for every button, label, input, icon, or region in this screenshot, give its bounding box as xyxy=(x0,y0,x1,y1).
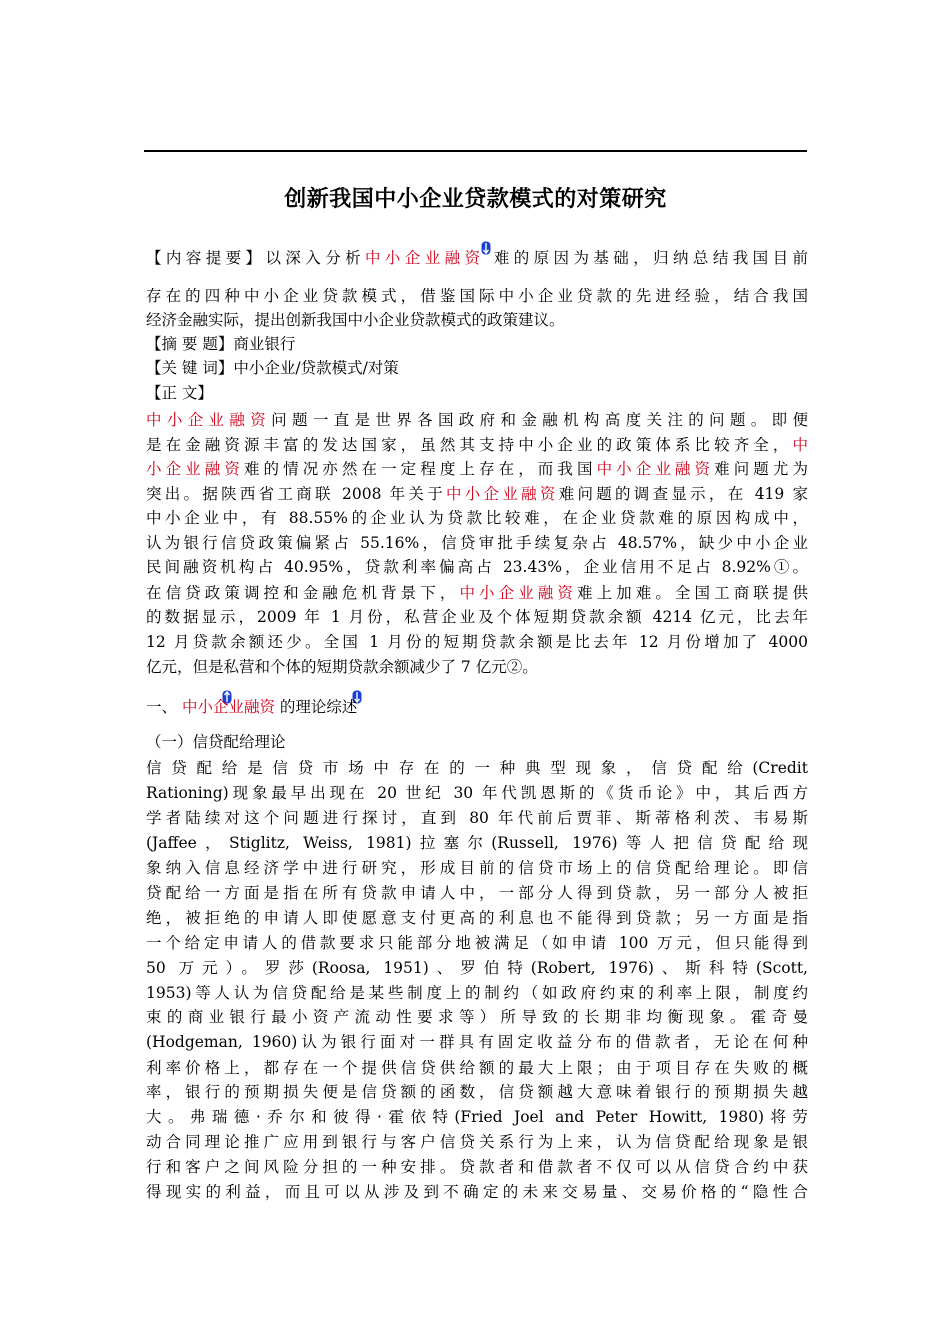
text-span: 1953)等人认为信贷配给是某些制度上的制约（如政府约束的利率上限，制度约 xyxy=(146,984,808,1002)
text-line xyxy=(146,882,808,904)
text-span: 【正 文】 xyxy=(146,384,213,402)
text-line xyxy=(146,1131,808,1153)
text-span: 【摘 要 题】商业银行 xyxy=(146,335,296,353)
keyword-link[interactable]: 中小企业融资 xyxy=(459,584,577,602)
text-line xyxy=(146,731,808,753)
text-span: 问题一直是世界各国政府和金融机构高度关注的问题。即便 xyxy=(271,411,808,429)
text-span: 难的原因为基础，归纳总结我国目前 xyxy=(484,249,808,267)
text-line xyxy=(146,333,808,355)
text-line xyxy=(146,932,808,954)
text-span: 信 贷 配 给 是 信 贷 市 场 中 存 在 的 一 种 典 型 现 象 ， 信 贷 配 给 (Credit xyxy=(146,759,808,777)
text-span: 12 月贷款余额还少。全国 1 月份的短期贷款余额是比去年 12 月份增加了 4000 xyxy=(146,633,808,651)
text-line xyxy=(146,409,808,431)
keyword-link[interactable]: 中小企业融资 xyxy=(365,249,485,267)
text-span: 大。弗瑞德·乔尔和彼得·霍依特(Fried Joel and Peter Howitt, 1980)将劳 xyxy=(146,1108,808,1126)
text-span: 得现实的利益，而且可以从涉及到不确定的未来交易量、交易价格的“隐性合 xyxy=(146,1183,808,1201)
text-span: 学者陆续对这个问题进行探讨，直到 80 年代前后贾菲、斯蒂格利茨、韦易斯 xyxy=(146,809,808,827)
keyword-link[interactable]: 中 xyxy=(792,436,808,454)
text-line xyxy=(146,1181,808,1203)
text-line xyxy=(146,857,808,879)
text-span: 50 万元）。罗莎(Roosa, 1951)、罗伯特(Robert, 1976)、斯科特(Scott, xyxy=(146,959,808,977)
text-line xyxy=(146,507,808,529)
text-span: 存在的四种中小企业贷款模式，借鉴国际中小企业贷款的先进经验，结合我国 xyxy=(146,287,808,305)
text-line xyxy=(146,907,808,929)
text-span: 难问题的调查显示，在 419 家 xyxy=(558,485,808,503)
text-line xyxy=(146,1031,808,1053)
text-span: (Jaffee，Stiglitz, Weiss, 1981)拉塞尔(Russell, 1976)等人把信贷配给现 xyxy=(146,834,808,852)
text-line xyxy=(146,357,808,379)
text-line xyxy=(146,532,808,554)
text-line xyxy=(146,1006,808,1028)
text-span: 在信贷政策调控和金融危机背景下， xyxy=(146,584,460,602)
text-line xyxy=(146,285,808,307)
text-line xyxy=(146,656,808,678)
text-line xyxy=(146,606,808,628)
text-span: 利率价格上，都存在一个提供信贷供给额的最大上限；由于项目存在失败的概 xyxy=(146,1059,808,1077)
text-span: 率，银行的预期损失便是信贷额的函数，信贷额越大意味着银行的预期损失越 xyxy=(146,1083,808,1101)
text-span: 经济金融实际，提出创新我国中小企业贷款模式的政策建议。 xyxy=(146,311,565,329)
text-span: 的数据显示，2009 年 1 月份，私营企业及个体短期贷款余额 4214 亿元，比去年 xyxy=(146,608,808,626)
text-line xyxy=(146,1057,808,1079)
text-line xyxy=(146,696,808,718)
keyword-link[interactable]: 中小企业融资 xyxy=(181,698,275,716)
text-line xyxy=(146,247,808,269)
text-span: 认为银行信贷政策偏紧占 55.16%，信贷审批手续复杂占 48.57%，缺少中小企业 xyxy=(146,534,808,552)
text-line xyxy=(146,556,808,578)
keyword-link[interactable]: 中小企业融资 xyxy=(146,411,272,429)
text-line xyxy=(146,807,808,829)
document-title: 创新我国中小企业贷款模式的对策研究 xyxy=(284,187,667,212)
text-span: 的理论综述 xyxy=(274,698,358,716)
text-line xyxy=(146,957,808,979)
text-span: 一、 xyxy=(146,698,182,716)
text-line xyxy=(146,309,808,331)
text-span: 象纳入信息经济学中进行研究，形成目前的信贷市场上的信贷配给理论。即信 xyxy=(146,859,808,877)
keyword-link[interactable]: 中小企业融资 xyxy=(596,460,715,478)
text-span: 突出。据陕西省工商联 2008 年关于 xyxy=(146,485,446,503)
text-line xyxy=(146,832,808,854)
text-line xyxy=(146,757,808,779)
text-span: 束的商业银行最小资产流动性要求等）所导致的长期非均衡现象。霍奇曼 xyxy=(146,1008,808,1026)
text-span: (Hodgeman, 1960)认为银行面对一群具有固定收益分布的借款者，无论在何种 xyxy=(146,1033,808,1051)
keyword-link[interactable]: 小企业融资 xyxy=(146,460,244,478)
text-span: 贷配给一方面是指在所有贷款申请人中，一部分人得到贷款，另一部分人被拒 xyxy=(146,884,808,902)
text-span: 亿元，但是私营和个体的短期贷款余额减少了 7 亿元②。 xyxy=(146,658,538,676)
text-span: （一）信贷配给理论 xyxy=(146,733,286,751)
text-line xyxy=(146,1156,808,1178)
text-line xyxy=(146,1081,808,1103)
text-span: 【内容提要】以深入分析 xyxy=(146,249,366,267)
text-line xyxy=(146,458,808,480)
text-line xyxy=(146,631,808,653)
text-line xyxy=(146,782,808,804)
text-line xyxy=(146,382,808,404)
text-span: 动合同理论推广应用到银行与客户信贷关系行为上来，认为信贷配给现象是银 xyxy=(146,1133,808,1151)
text-span: 【关 键 词】中小企业/贷款模式/对策 xyxy=(146,359,399,377)
text-span: 难的情况亦然在一定程度上存在，而我国 xyxy=(243,460,597,478)
text-span: 行和客户之间风险分担的一种安排。贷款者和借款者不仅可以从信贷合约中获 xyxy=(146,1158,808,1176)
header-rule xyxy=(144,150,807,152)
text-span: 中小企业中，有 88.55%的企业认为贷款比较难，在企业贷款难的原因构成中， xyxy=(146,509,808,527)
text-span: 难上加难。全国工商联提供 xyxy=(576,584,808,602)
text-span: 难问题尤为 xyxy=(714,460,808,478)
keyword-link[interactable]: 中小企业融资 xyxy=(446,485,559,503)
text-line xyxy=(146,1106,808,1128)
text-span: 民间融资机构占 40.95%，贷款利率偏高占 23.43%，企业信用不足占 8.92%①。 xyxy=(146,558,808,576)
text-span: 是在金融资源丰富的发达国家，虽然其支持中小企业的政策体系比较齐全， xyxy=(146,436,793,454)
text-line xyxy=(146,982,808,1004)
text-span: 一个给定申请人的借款要求只能部分地被满足（如申请 100 万元，但只能得到 xyxy=(146,934,808,952)
text-line xyxy=(146,483,808,505)
text-line xyxy=(146,582,808,604)
text-line xyxy=(146,434,808,456)
text-span: 绝，被拒绝的申请人即使愿意支付更高的利息也不能得到贷款；另一方面是指 xyxy=(146,909,808,927)
text-span: Rationing)现象最早出现在 20 世纪 30 年代凯恩斯的《货币论》中，其后西方 xyxy=(146,784,808,802)
